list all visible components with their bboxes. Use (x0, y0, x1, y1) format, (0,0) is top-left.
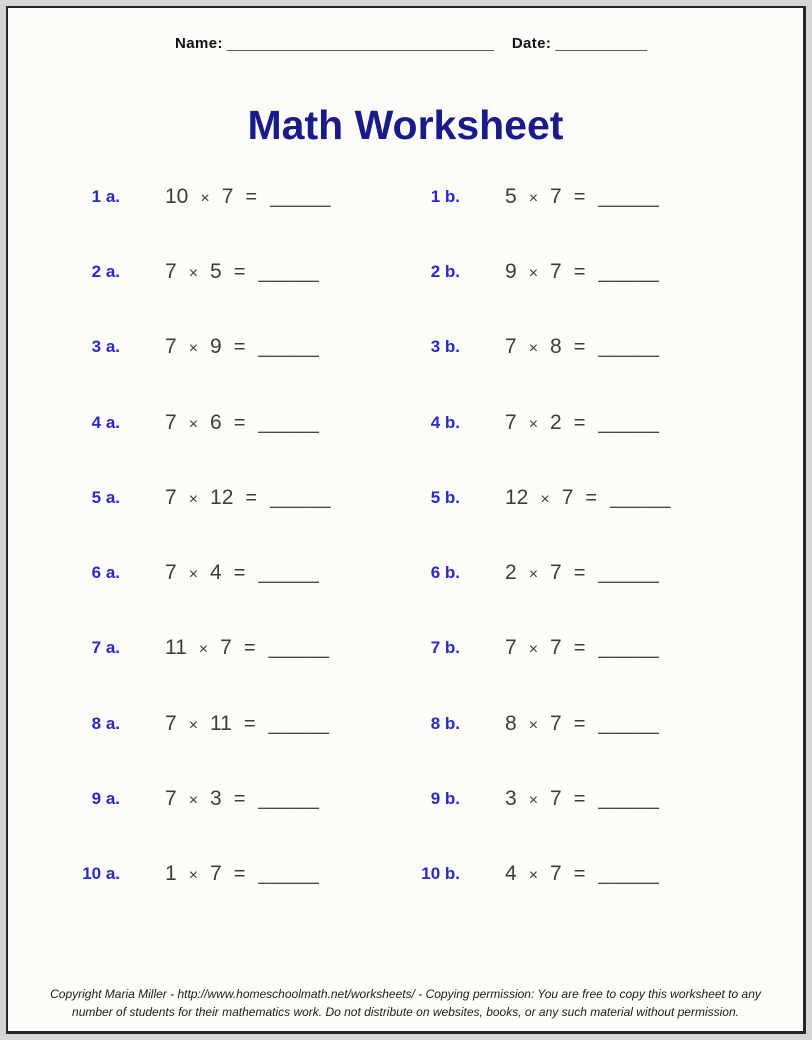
problem-expression (120, 486, 410, 510)
answer-blank: _____ (598, 184, 660, 208)
multiply-sign: × (188, 264, 199, 282)
answer-blank: _____ (598, 259, 660, 283)
problem-label: 8 b. (430, 713, 460, 733)
equals-sign: = (573, 185, 586, 208)
problem-row (70, 686, 803, 761)
multiply-sign: × (188, 792, 199, 810)
multiply-sign: × (528, 641, 539, 659)
equals-sign: = (245, 185, 258, 208)
equals-sign: = (573, 260, 586, 283)
problem-expression (460, 335, 803, 359)
date-label: Date: (511, 35, 552, 52)
problem-label: 9 b. (430, 789, 460, 809)
factor-1: 10 (165, 184, 189, 208)
answer-blank: _____ (258, 787, 320, 811)
factor-2: 5 (210, 259, 222, 283)
equals-sign: = (233, 336, 246, 359)
factor-1: 7 (505, 636, 517, 660)
problem-label: 9 a. (91, 789, 120, 809)
equals-sign: = (573, 562, 586, 585)
answer-blank: _____ (258, 561, 320, 585)
factor-1: 7 (165, 787, 177, 811)
answer-blank: _____ (258, 259, 320, 283)
problem-label: 1 a. (91, 186, 120, 206)
problem-expression (120, 862, 410, 886)
factor-2: 7 (221, 184, 234, 208)
factor-2: 11 (210, 711, 232, 735)
multiply-sign: × (528, 415, 539, 433)
multiply-sign: × (188, 716, 199, 734)
multiply-sign: × (188, 566, 199, 584)
factor-2: 6 (210, 410, 222, 434)
multiply-sign: × (188, 867, 199, 885)
problem-label: 3 b. (430, 337, 460, 357)
problem-expression (460, 862, 803, 886)
multiply-sign: × (188, 490, 199, 508)
name-label: Name: (175, 35, 223, 52)
problems-grid (70, 159, 803, 912)
answer-blank: _____ (598, 862, 660, 886)
problem-label: 2 a. (91, 261, 120, 281)
problem-label: 10 a. (82, 864, 120, 884)
multiply-sign: × (540, 490, 550, 508)
problem-expression (120, 335, 410, 359)
problem-expression (460, 712, 803, 736)
factor-2: 12 (210, 485, 234, 509)
problem-row (70, 611, 803, 686)
problem-expression (460, 411, 803, 435)
problem-expression (120, 712, 410, 736)
problem-row (70, 310, 803, 385)
problem-label: 7 b. (430, 638, 460, 658)
factor-2: 2 (550, 410, 562, 434)
problem-expression (460, 561, 803, 585)
factor-2: 3 (210, 787, 222, 811)
problem-row (70, 234, 803, 309)
factor-2: 7 (550, 711, 562, 735)
problem-expression (120, 260, 410, 284)
problem-expression (120, 636, 410, 660)
factor-1: 7 (165, 259, 177, 283)
problem-label: 10 b. (421, 864, 460, 884)
problem-expression (460, 787, 803, 811)
problem-row (70, 535, 803, 610)
factor-1: 12 (505, 485, 529, 509)
factor-1: 9 (505, 259, 517, 283)
multiply-sign: × (528, 340, 539, 358)
equals-sign: = (573, 863, 586, 886)
factor-1: 5 (505, 184, 517, 208)
factor-2: 7 (550, 561, 562, 585)
answer-blank: _____ (598, 561, 660, 585)
date-blank-line: ___________ (555, 35, 648, 52)
problem-label: 4 a. (91, 412, 120, 432)
problem-label: 2 b. (430, 261, 460, 281)
problem-row (70, 159, 803, 234)
multiply-sign: × (528, 189, 539, 207)
factor-1: 3 (505, 787, 517, 811)
factor-1: 8 (505, 711, 517, 735)
answer-blank: _____ (268, 636, 330, 660)
problem-label: 4 b. (430, 412, 460, 432)
problem-row (70, 385, 803, 460)
problem-expression (120, 185, 410, 209)
multiply-sign: × (200, 189, 210, 207)
factor-1: 7 (165, 410, 177, 434)
factor-1: 2 (505, 561, 517, 585)
factor-1: 4 (505, 862, 517, 886)
equals-sign: = (573, 712, 586, 735)
multiply-sign: × (528, 867, 539, 885)
answer-blank: _____ (258, 335, 320, 359)
answer-blank: _____ (270, 485, 331, 509)
problem-label: 5 b. (430, 487, 460, 507)
equals-sign: = (233, 863, 246, 886)
multiply-sign: × (188, 340, 199, 358)
problem-expression (120, 561, 410, 585)
multiply-sign: × (528, 566, 539, 584)
equals-sign: = (233, 788, 246, 811)
factor-2: 7 (550, 862, 562, 886)
answer-blank: _____ (258, 410, 320, 434)
factor-2: 9 (210, 335, 222, 359)
factor-2: 7 (550, 636, 562, 660)
page-title: Math Worksheet (247, 102, 564, 148)
problem-expression (460, 486, 803, 510)
multiply-sign: × (528, 716, 539, 734)
answer-blank: _____ (598, 636, 660, 660)
worksheet-page (6, 6, 806, 1034)
answer-blank: _____ (598, 335, 660, 359)
problem-expression (120, 787, 410, 811)
factor-2: 7 (550, 184, 562, 208)
answer-blank: _____ (598, 787, 660, 811)
answer-blank: _____ (258, 862, 320, 886)
problem-expression (460, 636, 803, 660)
factor-1: 7 (165, 335, 177, 359)
equals-sign: = (245, 486, 258, 509)
equals-sign: = (233, 411, 246, 434)
problem-row (70, 460, 803, 535)
answer-blank: _____ (610, 485, 671, 509)
factor-2: 7 (561, 485, 574, 509)
equals-sign: = (573, 336, 586, 359)
problem-label: 7 a. (91, 638, 120, 658)
answer-blank: _____ (268, 711, 330, 735)
multiply-sign: × (528, 264, 539, 282)
factor-1: 7 (165, 711, 177, 735)
factor-2: 7 (210, 862, 222, 886)
equals-sign: = (233, 260, 246, 283)
multiply-sign: × (198, 641, 209, 659)
equals-sign: = (243, 712, 256, 735)
problem-row (70, 761, 803, 836)
equals-sign: = (585, 486, 598, 509)
problem-label: 5 a. (91, 487, 120, 507)
problem-expression (460, 185, 803, 209)
problem-label: 1 b. (430, 186, 460, 206)
equals-sign: = (233, 562, 246, 585)
answer-blank: _____ (598, 410, 660, 434)
factor-2: 8 (550, 335, 562, 359)
factor-1: 7 (505, 335, 517, 359)
factor-1: 7 (165, 561, 177, 585)
factor-1: 11 (165, 636, 187, 660)
copyright-footer (8, 985, 803, 1021)
problem-expression (460, 260, 803, 284)
problem-label: 6 b. (430, 563, 460, 583)
equals-sign: = (243, 637, 256, 660)
factor-2: 7 (550, 259, 562, 283)
answer-blank: _____ (270, 184, 331, 208)
problem-row (70, 837, 803, 912)
factor-2: 7 (550, 787, 562, 811)
equals-sign: = (573, 637, 586, 660)
problem-label: 8 a. (91, 713, 120, 733)
problem-label: 3 a. (91, 337, 120, 357)
equals-sign: = (573, 788, 586, 811)
factor-1: 7 (165, 485, 177, 509)
factor-2: 7 (220, 636, 232, 660)
footer-line-1: Copyright Maria Miller - http://www.homeschoolmath.net/worksheets/ - Copying permission: You are free to copy this worksheet to any (50, 987, 761, 1001)
multiply-sign: × (528, 792, 539, 810)
equals-sign: = (573, 411, 586, 434)
multiply-sign: × (188, 415, 199, 433)
factor-1: 1 (165, 862, 177, 886)
factor-1: 7 (505, 410, 517, 434)
name-blank-line: ________________________________ (226, 35, 494, 52)
name-date-row (175, 35, 647, 52)
problem-label: 6 a. (91, 563, 120, 583)
factor-2: 4 (210, 561, 222, 585)
answer-blank: _____ (598, 711, 660, 735)
problem-expression (120, 411, 410, 435)
footer-line-2: number of students for their mathematics work. Do not distribute on websites, books, or any such material without permission. (72, 1005, 739, 1019)
